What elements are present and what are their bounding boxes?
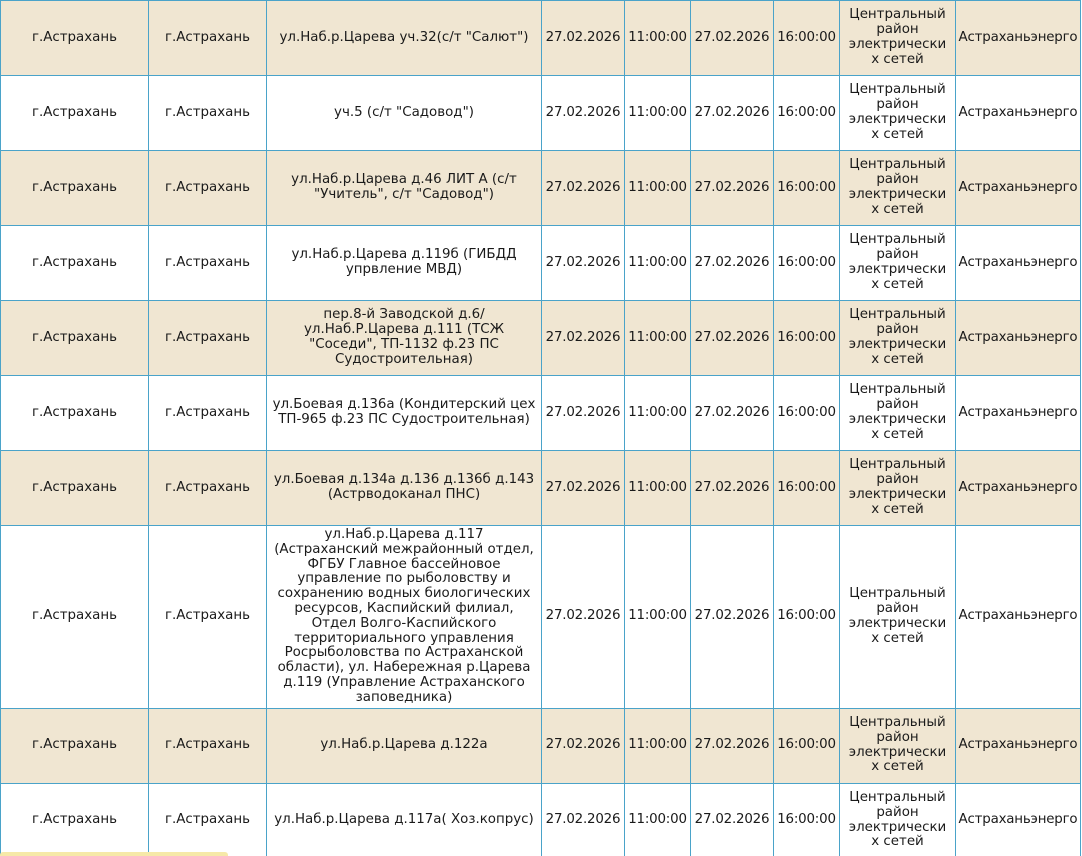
start-date-cell: 27.02.2026 <box>542 708 625 783</box>
start-date-cell: 27.02.2026 <box>542 783 625 856</box>
city-cell: г.Астрахань <box>149 301 267 376</box>
start-time-cell: 11:00:00 <box>625 301 691 376</box>
city-cell: г.Астрахань <box>149 451 267 526</box>
start-date-cell: 27.02.2026 <box>542 301 625 376</box>
district-cell: Центральный район электрических сетей <box>840 708 956 783</box>
organization-cell: Астраханьэнерго <box>956 526 1081 709</box>
table-row <box>1 76 1081 151</box>
district-cell: Центральный район электрических сетей <box>840 226 956 301</box>
start-time-cell: 11:00:00 <box>625 708 691 783</box>
end-date-cell: 27.02.2026 <box>691 451 774 526</box>
start-date-cell: 27.02.2026 <box>542 451 625 526</box>
start-time-cell: 11:00:00 <box>625 1 691 76</box>
city-cell: г.Астрахань <box>149 708 267 783</box>
start-date-cell: 27.02.2026 <box>542 76 625 151</box>
address-cell: ул.Наб.р.Царева д.46 ЛИТ А (с/т "Учитель", с/т "Садовод") <box>267 151 542 226</box>
city-cell: г.Астрахань <box>149 76 267 151</box>
start-date-cell: 27.02.2026 <box>542 376 625 451</box>
address-cell: уч.5 (с/т "Садовод") <box>267 76 542 151</box>
table-row <box>1 708 1081 783</box>
city-cell: г.Астрахань <box>149 526 267 709</box>
start-date-cell: 27.02.2026 <box>542 226 625 301</box>
end-date-cell: 27.02.2026 <box>691 708 774 783</box>
region-cell: г.Астрахань <box>1 783 149 856</box>
city-cell: г.Астрахань <box>149 151 267 226</box>
table-row <box>1 451 1081 526</box>
region-cell: г.Астрахань <box>1 1 149 76</box>
end-date-cell: 27.02.2026 <box>691 226 774 301</box>
start-time-cell: 11:00:00 <box>625 783 691 856</box>
organization-cell: Астраханьэнерго <box>956 76 1081 151</box>
organization-cell: Астраханьэнерго <box>956 151 1081 226</box>
region-cell: г.Астрахань <box>1 376 149 451</box>
table-row <box>1 376 1081 451</box>
organization-cell: Астраханьэнерго <box>956 301 1081 376</box>
table-row <box>1 226 1081 301</box>
district-cell: Центральный район электрических сетей <box>840 76 956 151</box>
end-date-cell: 27.02.2026 <box>691 376 774 451</box>
end-time-cell: 16:00:00 <box>774 301 840 376</box>
start-date-cell: 27.02.2026 <box>542 526 625 709</box>
organization-cell: Астраханьэнерго <box>956 708 1081 783</box>
end-date-cell: 27.02.2026 <box>691 151 774 226</box>
organization-cell: Астраханьэнерго <box>956 1 1081 76</box>
outage-table-body <box>1 1 1081 856</box>
region-cell: г.Астрахань <box>1 151 149 226</box>
start-time-cell: 11:00:00 <box>625 526 691 709</box>
end-date-cell: 27.02.2026 <box>691 783 774 856</box>
region-cell: г.Астрахань <box>1 76 149 151</box>
district-cell: Центральный район электрических сетей <box>840 783 956 856</box>
address-cell: ул.Наб.р.Царева д.119б (ГИБДД упрвление МВД) <box>267 226 542 301</box>
organization-cell: Астраханьэнерго <box>956 376 1081 451</box>
end-time-cell: 16:00:00 <box>774 376 840 451</box>
end-time-cell: 16:00:00 <box>774 526 840 709</box>
table-row <box>1 151 1081 226</box>
city-cell: г.Астрахань <box>149 226 267 301</box>
district-cell: Центральный район электрических сетей <box>840 376 956 451</box>
address-cell: ул.Боевая д.136а (Кондитерский цех ТП-965 ф.23 ПС Судостроительная) <box>267 376 542 451</box>
address-cell: ул.Наб.р.Царева д.122а <box>267 708 542 783</box>
address-cell: ул.Наб.р.Царева уч.32(с/т "Салют") <box>267 1 542 76</box>
end-time-cell: 16:00:00 <box>774 76 840 151</box>
district-cell: Центральный район электрических сетей <box>840 1 956 76</box>
table-row <box>1 526 1081 709</box>
city-cell: г.Астрахань <box>149 1 267 76</box>
region-cell: г.Астрахань <box>1 708 149 783</box>
city-cell: г.Астрахань <box>149 783 267 856</box>
scroll-indicator <box>0 852 228 856</box>
end-date-cell: 27.02.2026 <box>691 76 774 151</box>
end-time-cell: 16:00:00 <box>774 783 840 856</box>
table-row <box>1 783 1081 856</box>
region-cell: г.Астрахань <box>1 526 149 709</box>
end-date-cell: 27.02.2026 <box>691 1 774 76</box>
start-date-cell: 27.02.2026 <box>542 151 625 226</box>
organization-cell: Астраханьэнерго <box>956 451 1081 526</box>
address-cell: пер.8-й Заводской д.6/ул.Наб.Р.Царева д.111 (ТСЖ "Соседи", ТП-1132 ф.23 ПС Судостроительная) <box>267 301 542 376</box>
end-time-cell: 16:00:00 <box>774 708 840 783</box>
table-row <box>1 1 1081 76</box>
start-time-cell: 11:00:00 <box>625 226 691 301</box>
end-date-cell: 27.02.2026 <box>691 301 774 376</box>
start-time-cell: 11:00:00 <box>625 151 691 226</box>
end-time-cell: 16:00:00 <box>774 1 840 76</box>
district-cell: Центральный район электрических сетей <box>840 151 956 226</box>
address-cell: ул.Наб.р.Царева д.117а( Хоз.копрус) <box>267 783 542 856</box>
start-time-cell: 11:00:00 <box>625 376 691 451</box>
organization-cell: Астраханьэнерго <box>956 783 1081 856</box>
table-row <box>1 301 1081 376</box>
end-time-cell: 16:00:00 <box>774 151 840 226</box>
start-time-cell: 11:00:00 <box>625 451 691 526</box>
end-time-cell: 16:00:00 <box>774 226 840 301</box>
address-cell: ул.Боевая д.134а д.136 д.136б д.143 (Астрводоканал ПНС) <box>267 451 542 526</box>
end-date-cell: 27.02.2026 <box>691 526 774 709</box>
end-time-cell: 16:00:00 <box>774 451 840 526</box>
district-cell: Центральный район электрических сетей <box>840 451 956 526</box>
region-cell: г.Астрахань <box>1 451 149 526</box>
address-cell: ул.Наб.р.Царева д.117 (Астраханский межрайонный отдел, ФГБУ Главное бассейновое управление по рыболовству и сохранению водных биологических ресурсов, Каспийский филиал, Отдел Волго-Каспийского территориального управления Росрыболовства по Астраханской области), ул. Набережная р.Царева д.119 (Управление Астраханского заповедника) <box>267 526 542 709</box>
district-cell: Центральный район электрических сетей <box>840 526 956 709</box>
district-cell: Центральный район электрических сетей <box>840 301 956 376</box>
region-cell: г.Астрахань <box>1 301 149 376</box>
start-time-cell: 11:00:00 <box>625 76 691 151</box>
start-date-cell: 27.02.2026 <box>542 1 625 76</box>
organization-cell: Астраханьэнерго <box>956 226 1081 301</box>
region-cell: г.Астрахань <box>1 226 149 301</box>
city-cell: г.Астрахань <box>149 376 267 451</box>
